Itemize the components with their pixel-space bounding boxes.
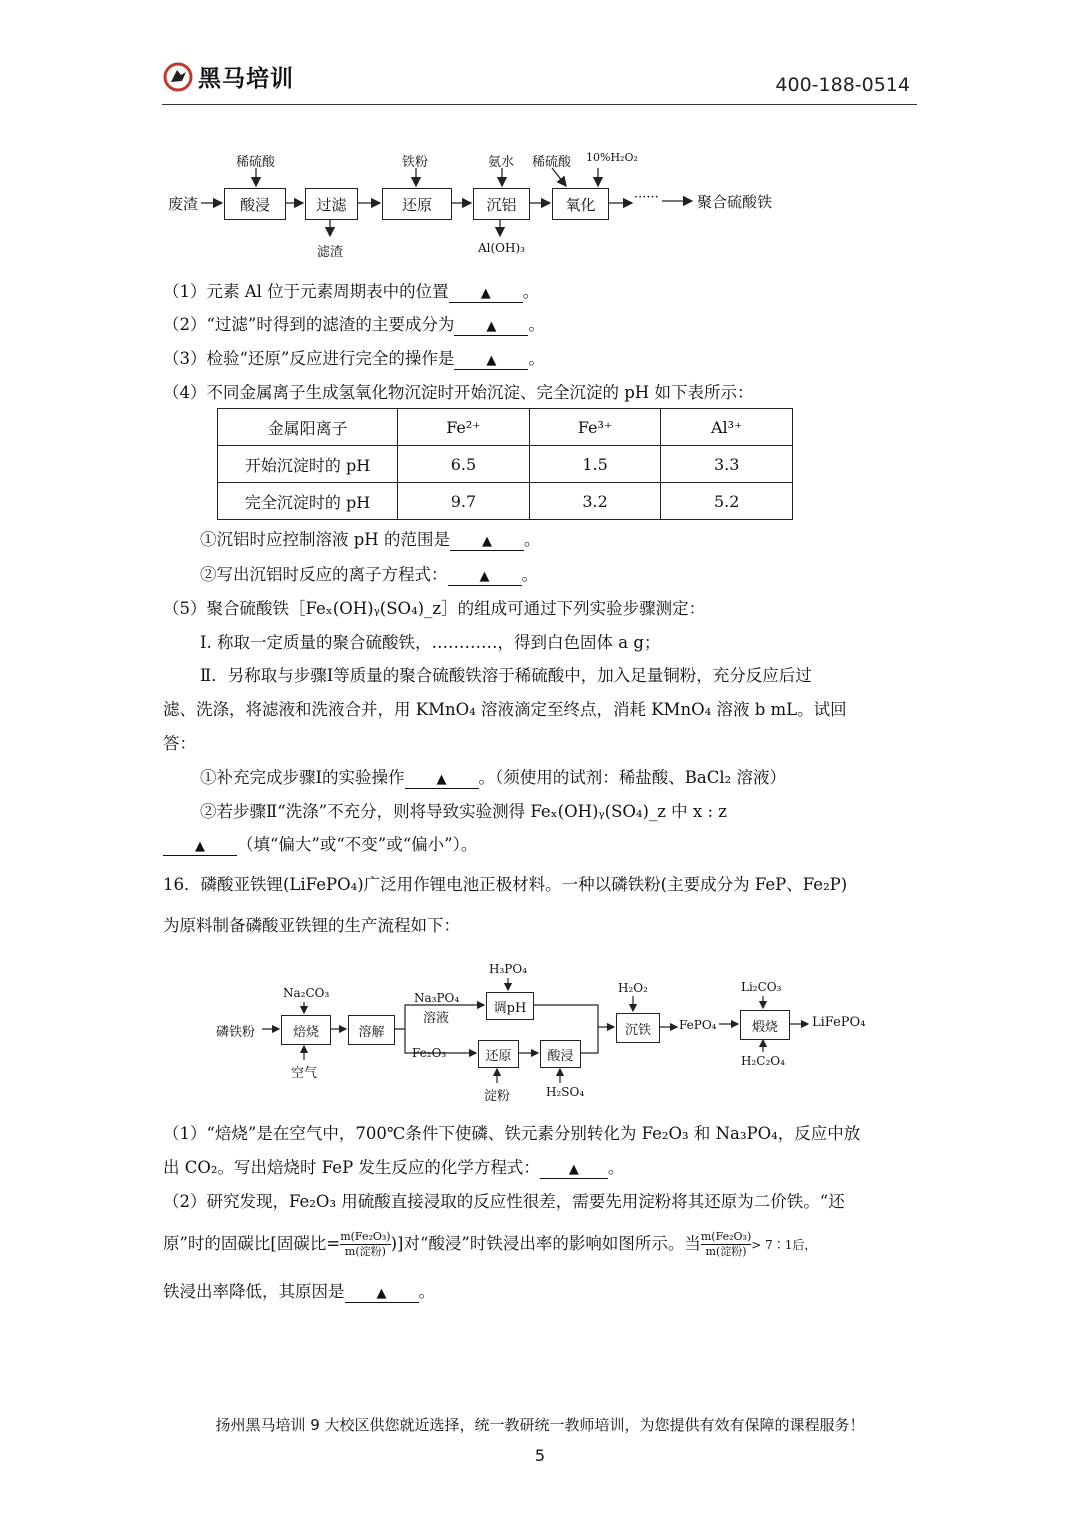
answer-blank: ▲ [345,1286,419,1303]
flow1-step-acid-leach: 酸浸 [224,188,286,220]
flow2-step-roast: 焙烧 [281,1015,331,1045]
flow1-step-filter: 过滤 [305,188,358,220]
table-header-cell: Fe³⁺ [529,409,661,446]
table-cell: 1.5 [529,446,661,483]
q15-part2: （2）“过滤”时得到的滤渣的主要成分为 ▲ 。 [163,315,545,334]
table-header-cell: Fe²⁺ [398,409,530,446]
flow2-step-adjust-ph: 调pH [486,992,534,1020]
answer-blank: ▲ [449,286,523,303]
flow2-step-acid-leach: 酸浸 [540,1040,581,1068]
q16-part2-line1: （2）研究发现，Fe₂O₃ 用硫酸直接浸取的反应性很差，需要先用淀粉将其还原为二价铁。“还 [163,1192,845,1211]
table-cell: 3.3 [661,446,793,483]
flow1-step-oxidize: 氧化 [552,188,609,220]
q16-part1-line2: 出 CO₂。写出焙烧时 FeP 发生反应的化学方程式： ▲ 。 [163,1158,625,1177]
q16-part1-line1: （1）“焙烧”是在空气中，700℃条件下使磷、铁元素分别转化为 Fe₂O₃ 和 Na₃PO₄，反应中放 [163,1124,861,1143]
flow2-label-starch: 淀粉 [484,1089,511,1104]
q16-part2-line3: 铁浸出率降低，其原因是 ▲ 。 [163,1282,435,1301]
flow2-label-h2o2: H₂O₂ [618,981,648,995]
q15-step2-line1: Ⅱ．另称取与步骤Ⅰ等质量的聚合硫酸铁溶于稀硫酸中，加入足量铜粉，充分反应后过 [200,666,812,685]
flow1-reagent-2: 铁粉 [402,155,429,170]
answer-blank: ▲ [405,772,479,789]
answer-blank: ▲ [448,569,522,586]
flow2-label-h2so4: H₂SO₄ [546,1085,585,1099]
flow2-label-h2c2o4: H₂C₂O₄ [741,1054,785,1068]
answer-blank: ▲ [454,353,528,370]
page-number: 5 [534,1446,546,1465]
flow1-reagent-5: 10%H₂O₂ [586,151,638,164]
q15-part3: （3）检验“还原”反应进行完全的操作是 ▲ 。 [163,349,545,368]
flow1-input: 废渣 [168,195,199,213]
table-header-cell: 金属阳离子 [218,409,398,446]
q15-part5b-tail: ▲ （填“偏大”或“不变”或“偏小”）。 [163,834,477,856]
q15-part5: （5）聚合硫酸铁［Feₓ(OH)ᵧ(SO₄)_z］的组成可通过下列实验步骤测定： [163,599,706,618]
flow2-step-precipitate-fe: 沉铁 [616,1013,660,1043]
answer-blank: ▲ [454,319,528,336]
flow2-label-na2co3: Na₂CO₃ [283,986,330,1000]
flow1-byproduct-2: Al(OH)₃ [478,241,525,255]
q15-part4b: ②写出沉铝时反应的离子方程式： ▲ 。 [200,565,538,584]
q15-part5a: ①补充完成步骤Ⅰ的实验操作 ▲ 。（须使用的试剂：稀盐酸、BaCl₂ 溶液） [200,768,787,787]
flow1-step-precipitate-al: 沉铝 [473,188,530,220]
flow2-label-lifepo4: LiFePO₄ [812,1015,866,1030]
table-header-cell: Al³⁺ [661,409,793,446]
ratio-fraction: $\frac{\text{m(Fe₂O₃)}}{\text{m(淀粉)}}$ [340,1230,391,1258]
q16-part2-line2: 原”时的固碳比[固碳比= $\frac{\text{m(Fe₂O₃)}}{\text{m(淀粉)}}$)]对“酸浸”时铁浸出率的影响如图所示。当 $\frac{\text{m(Fe₂O₃)}}{\text{m(淀粉)}}>$ 7∶1后， [163,1230,817,1258]
table-cell: 6.5 [398,446,530,483]
answer-blank: ▲ [450,534,524,551]
flow1-reagent-4: 稀硫酸 [532,155,572,170]
flow2-label-solution: 溶液 [423,1011,450,1026]
q16-intro-line2: 为原料制备磷酸亚铁锂的生产流程如下： [163,916,460,935]
q15-part5b: ②若步骤Ⅱ“洗涤”不充分，则将导致实验测得 Feₓ(OH)ᵧ(SO₄)_z 中 x : z [200,802,727,821]
flow1-step-reduce: 还原 [382,188,452,220]
ratio-fraction: $\frac{\text{m(Fe₂O₃)}}{\text{m(淀粉)}}$ [700,1230,752,1258]
q15-step1: Ⅰ. 称取一定质量的聚合硫酸铁，…………，得到白色固体 a g； [200,633,661,652]
flow2-label-fepo4: FePO₄ [679,1018,717,1032]
flow2-label-air: 空气 [291,1066,318,1081]
flow1-dots: ······ [634,190,659,205]
flow2-step-calcine: 煅烧 [740,1010,790,1040]
table-cell: 开始沉淀时的 pH [218,446,398,483]
answer-blank: ▲ [163,839,237,856]
q16-intro-line1: 16．磷酸亚铁锂(LiFePO₄)广泛用作锂电池正极材料。一种以磷铁粉(主要成分为 FeP、Fe₂P) [163,875,848,894]
q15-step2-line3: 答： [163,734,196,753]
flow2-input: 磷铁粉 [216,1025,256,1040]
q15-part4: （4）不同金属离子生成氢氧化物沉淀时开始沉淀、完全沉淀的 pH 如下表所示： [163,383,754,402]
q15-part1: （1）元素 Al 位于元素周期表中的位置 ▲ 。 [163,282,540,301]
footer-slogan: 扬州黑马培训 9 大校区供您就近选择，统一教研统一教师培训，为您提供有效有保障的课程服务！ [215,1416,865,1434]
flow1-reagent-1: 稀硫酸 [236,155,276,170]
flow2-step-reduce: 还原 [478,1040,519,1068]
flow2-label-fe2o3: Fe₂O₃ [412,1046,447,1060]
table-cell: 完全沉淀时的 pH [218,483,398,520]
header-phone: 400-188-0514 [775,74,910,96]
logo-text: 黑马培训 [198,66,294,92]
q15-part4a: ①沉铝时应控制溶液 pH 的范围是 ▲ 。 [200,530,541,549]
flow2-label-na3po4: Na₃PO₄ [414,991,460,1005]
table-cell: 9.7 [398,483,530,520]
flow2-label-h3po4: H₃PO₄ [489,962,527,976]
flow2-step-dissolve: 溶解 [348,1015,395,1045]
table-cell: 3.2 [529,483,661,520]
flow1-reagent-3: 氨水 [488,155,515,170]
q15-step2-line2: 滤、洗涤，将滤液和洗液合并，用 KMnO₄ 溶液滴定至终点，消耗 KMnO₄ 溶液 b mL。试回 [163,700,847,719]
answer-blank: ▲ [540,1162,608,1179]
flow1-byproduct-1: 滤渣 [317,245,344,260]
table-cell: 5.2 [661,483,793,520]
flow1-output: 聚合硫酸铁 [697,193,773,211]
flow2-label-li2co3: Li₂CO₃ [741,980,782,994]
